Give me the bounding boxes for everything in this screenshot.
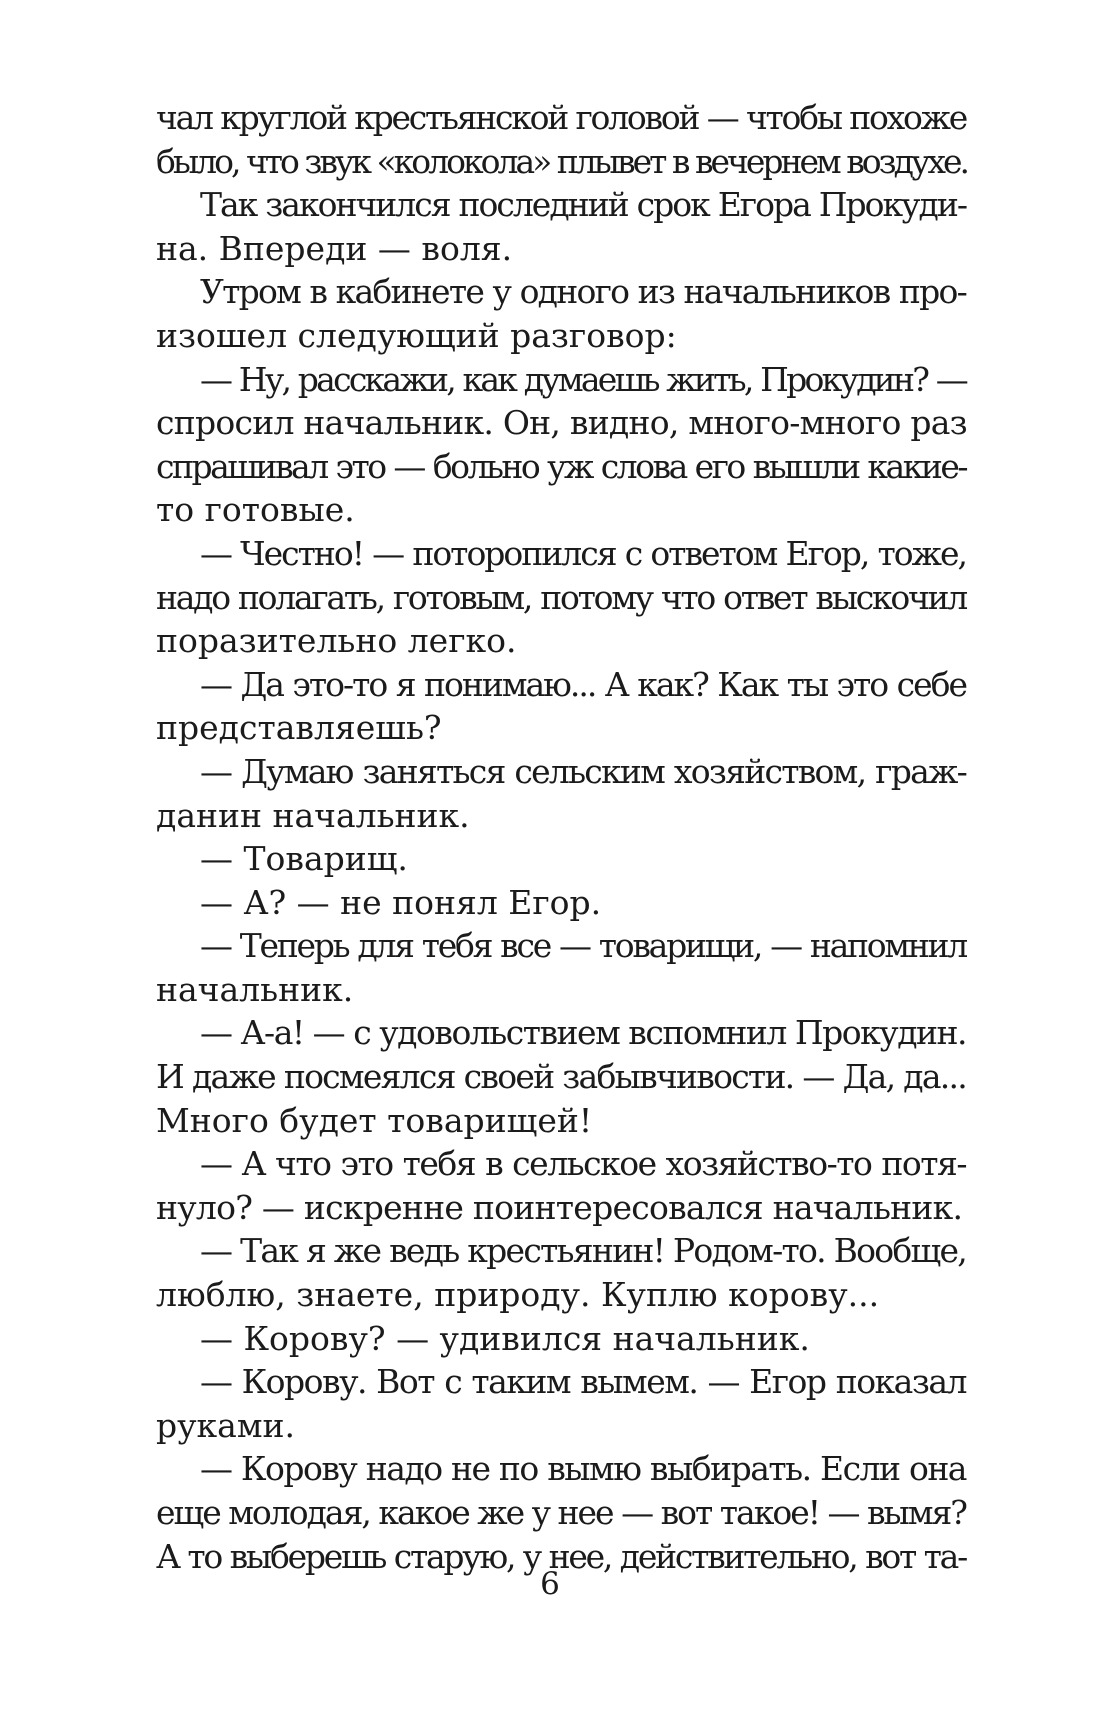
text-line: данин начальник. [156, 795, 470, 835]
text-line: — Корову надо не по вымю выбирать. Если она [200, 1449, 966, 1489]
text-line: — А-а! — с удовольствием вспомнил Прокудин. [200, 1013, 966, 1053]
text-line: — Так я же ведь крестьянин! Родом-то. Вообще, [200, 1231, 966, 1271]
text-line: — А что это тебя в сельское хозяйство-то потя- [200, 1144, 966, 1184]
text-line: — Думаю заняться сельским хозяйством, граж- [200, 751, 966, 791]
text-line: — А? — не понял Егор. [200, 882, 602, 922]
text-line: люблю, знаете, природу. Куплю корову... [156, 1275, 880, 1315]
body-text [156, 96, 966, 1578]
text-line: еще молодая, какое же у нее — вот такое! — вымя? [156, 1493, 966, 1532]
text-line: — Товарищ. [200, 839, 408, 879]
text-line: было, что звук «колокола» плывет в вечернем воздухе. [156, 141, 968, 181]
text-line: А то выберешь старую, у нее, действительно, вот та- [156, 1536, 966, 1576]
text-line: спрашивал это — больно уж слова его вышли какие- [156, 446, 966, 486]
text-line: — Честно! — поторопился с ответом Егор, тоже, [200, 533, 966, 573]
text-line: — Корову? — удивился начальник. [200, 1318, 810, 1358]
text-line: нуло? — искренне поинтересовался начальник. [156, 1187, 963, 1227]
text-line: надо полагать, готовым, потому что ответ выскочил [156, 577, 966, 617]
page-number: 6 [540, 1566, 560, 1602]
text-line: Много будет товарищей! [156, 1100, 593, 1140]
text-line: на. Впереди — воля. [156, 228, 513, 268]
text-line: начальник. [156, 969, 354, 1009]
text-line: Утром в кабинете у одного из начальников про- [200, 272, 966, 312]
text-line: — Корову. Вот с таким вымем. — Егор показал [200, 1362, 966, 1402]
text-line: — Теперь для тебя все — товарищи, — напомнил [200, 926, 966, 966]
text-line: спросил начальник. Он, видно, много-много раз [156, 403, 967, 443]
text-line: изошел следующий разговор: [156, 315, 677, 355]
text-line: Так закончился последний срок Егора Прокуди- [200, 185, 966, 225]
text-line: то готовые. [156, 490, 355, 530]
text-line: — Ну, расскажи, как думаешь жить, Прокудин? — [200, 359, 966, 399]
text-line: — Да это-то я понимаю... А как? Как ты это себе [200, 664, 966, 704]
text-line: руками. [156, 1405, 295, 1445]
text-line: И даже посмеялся своей забывчивости. — Да, да... [156, 1057, 966, 1097]
text-line: чал круглой крестьянской головой — чтобы похоже [156, 98, 966, 137]
text-line: представляешь? [156, 708, 442, 748]
text-line: поразительно легко. [156, 621, 517, 661]
